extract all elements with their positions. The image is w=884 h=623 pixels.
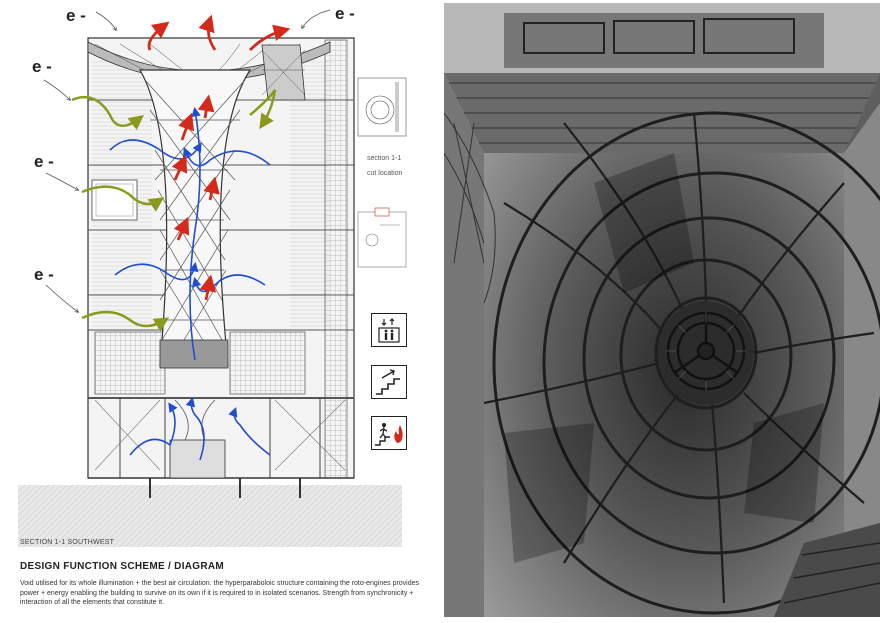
diagram-description: Void utilised for its whole illumination + the best air circulation. the hyperparaboloic structure containing the roto-engines provides power + energy enabling the building to survive on its own if it is required to in isolated scenarios. Strength from synchronicity + interaction of all the elements that constitute it.	[20, 580, 420, 606]
section-drawing-panel	[0, 0, 440, 623]
elevator-icon	[371, 313, 407, 347]
energy-label-top-left: e -	[66, 6, 86, 25]
plan-thumbnail-bottom	[358, 208, 406, 267]
section-drawing	[0, 0, 440, 623]
cut-location-label: cut location	[367, 170, 403, 177]
energy-label-top-right: e -	[335, 4, 355, 23]
perspective-render-panel	[444, 3, 880, 617]
energy-label-left-1: e -	[32, 57, 52, 76]
energy-label-left-2: e -	[34, 152, 54, 171]
fire-exit-icon	[371, 416, 407, 450]
plan-thumbnail-top	[358, 78, 406, 136]
section-title: SECTION 1-1 SOUTHWEST	[20, 539, 115, 546]
diagram-heading: DESIGN FUNCTION SCHEME / DIAGRAM	[20, 561, 225, 572]
perspective-render	[444, 3, 880, 617]
energy-label-left-3: e -	[34, 265, 54, 284]
section-label: section 1-1	[367, 155, 402, 162]
stairs-icon	[371, 365, 407, 399]
